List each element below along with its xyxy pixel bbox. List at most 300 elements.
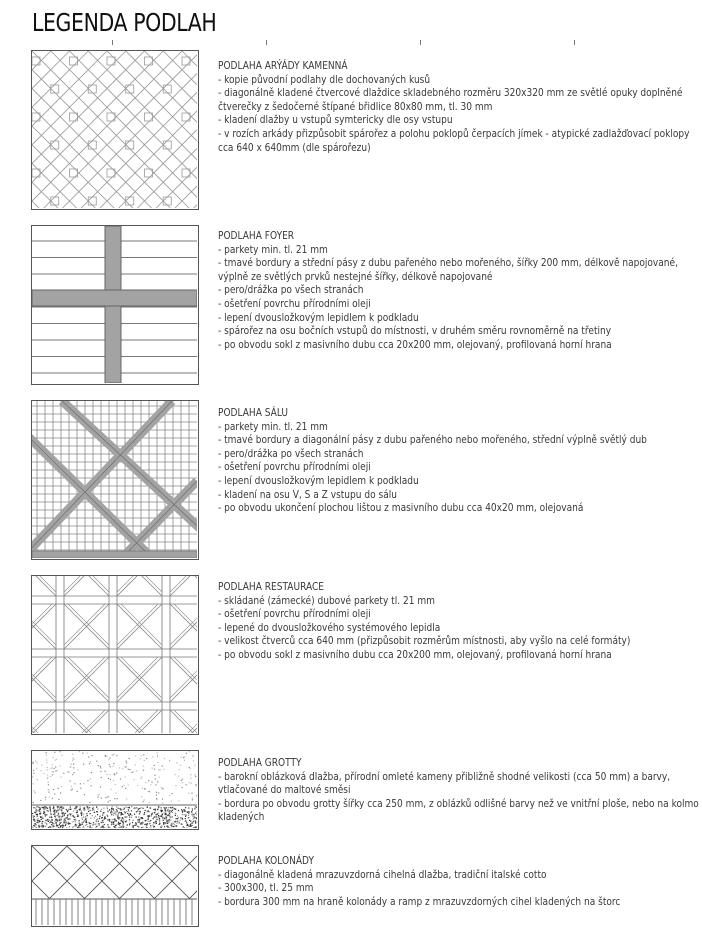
pebble — [175, 809, 176, 810]
pebble — [192, 825, 193, 826]
pebble — [93, 807, 94, 808]
pebble — [148, 802, 149, 803]
pebble — [122, 814, 123, 815]
pebble — [79, 751, 80, 752]
pebble — [117, 823, 118, 824]
pebble — [161, 815, 162, 816]
pebble — [168, 820, 169, 821]
pebble — [79, 809, 80, 810]
pebble — [111, 821, 112, 822]
pattern-line — [64, 710, 109, 733]
pebble — [86, 822, 87, 823]
pebble — [167, 822, 168, 823]
pebble — [135, 764, 136, 765]
pebble — [147, 816, 148, 817]
pebble — [91, 827, 92, 828]
pebble — [41, 764, 42, 765]
pebble — [79, 823, 80, 824]
pebble — [167, 820, 168, 821]
pebble — [57, 815, 58, 816]
legend-item: - pero/drážka po všech stranách — [218, 447, 364, 460]
pebble — [129, 807, 130, 808]
pebble — [138, 816, 139, 817]
pebble — [91, 755, 92, 756]
pebble — [47, 810, 48, 811]
pebble — [134, 825, 135, 826]
pattern-line — [32, 576, 56, 596]
pebble — [39, 806, 40, 807]
pebble — [115, 793, 116, 794]
pebble — [195, 820, 196, 821]
pebble — [33, 783, 34, 784]
pebble — [45, 797, 46, 798]
pebble — [42, 818, 43, 819]
pebble — [189, 782, 190, 783]
pattern-line — [170, 604, 197, 645]
pattern-line — [145, 51, 198, 208]
pebble — [79, 827, 80, 828]
pebble — [47, 774, 48, 775]
pebble — [194, 827, 195, 828]
pebble — [158, 792, 159, 793]
pebble — [162, 817, 163, 818]
pebble — [115, 825, 116, 826]
pattern-line — [174, 576, 197, 592]
pebble — [62, 827, 63, 828]
pebble — [55, 816, 56, 817]
pebble — [187, 825, 188, 826]
pebble — [171, 801, 172, 802]
pebble — [56, 826, 57, 827]
pebble — [183, 809, 184, 810]
pebble — [48, 827, 49, 828]
pebble — [69, 818, 70, 819]
pebble — [108, 801, 109, 802]
pebble — [159, 821, 160, 822]
pebble — [194, 814, 195, 815]
pebble — [114, 773, 115, 774]
pebble — [141, 827, 142, 828]
pebble — [113, 823, 114, 824]
pebble — [155, 822, 156, 823]
pebble — [192, 799, 193, 800]
pebble — [101, 777, 102, 778]
pebble — [89, 802, 90, 803]
pebble — [155, 784, 156, 785]
pebble — [121, 818, 122, 819]
pebble — [157, 813, 158, 814]
ruler-tick — [112, 40, 113, 45]
legend-text — [218, 407, 647, 516]
pebble — [143, 801, 144, 802]
pebble — [116, 806, 117, 807]
pebble — [90, 813, 91, 814]
legend-text — [218, 581, 631, 663]
pebble — [80, 806, 81, 807]
pebble — [63, 807, 64, 808]
pebble — [169, 795, 170, 796]
pebble — [58, 813, 59, 814]
pebble — [192, 808, 193, 809]
tile-square — [163, 85, 171, 93]
pebble — [100, 771, 101, 772]
pebble — [186, 753, 187, 754]
pebble — [110, 789, 111, 790]
pebble — [182, 782, 183, 783]
pebble — [63, 826, 64, 827]
pebble — [59, 820, 60, 821]
pebble — [119, 825, 120, 826]
pebble — [88, 756, 89, 757]
legend-item: - 300x300, tl. 25 mm — [218, 882, 314, 895]
pebble — [45, 822, 46, 823]
pebble — [39, 820, 40, 821]
pebble — [42, 807, 43, 808]
pebble — [106, 806, 107, 807]
pattern-line — [32, 51, 163, 208]
pebble — [141, 818, 142, 819]
tile-square — [163, 197, 171, 205]
pebble — [47, 767, 48, 768]
pebble — [135, 808, 136, 809]
pebble — [33, 763, 34, 764]
pebble — [116, 773, 117, 774]
pebble — [113, 780, 114, 781]
pebble — [126, 799, 127, 800]
pebble — [103, 819, 104, 820]
pebble — [114, 813, 115, 814]
legend-heading: PODLAHA RESTAURACE — [218, 581, 325, 593]
pebble — [52, 764, 53, 765]
pebble — [186, 822, 187, 823]
pebble — [103, 827, 104, 828]
pattern-line — [121, 710, 162, 733]
pebble — [54, 812, 55, 813]
pebble — [164, 758, 165, 759]
pebble — [155, 778, 156, 779]
pebble — [184, 811, 185, 812]
octagon-tile-icon — [31, 50, 199, 210]
pebble — [196, 818, 197, 819]
pebble — [176, 826, 177, 827]
pebble — [129, 758, 130, 759]
pebble — [83, 826, 84, 827]
pebble — [60, 826, 61, 827]
pattern-line — [32, 710, 52, 733]
pebble — [117, 814, 118, 815]
pebble — [46, 823, 47, 824]
pebble — [87, 826, 88, 827]
pebble — [111, 809, 112, 810]
pebble — [120, 778, 121, 779]
pebble — [195, 774, 196, 775]
pebble — [147, 819, 148, 820]
pebble — [32, 827, 33, 828]
pebble — [188, 813, 189, 814]
pebble — [153, 818, 154, 819]
pebble — [185, 820, 186, 821]
pebble — [42, 821, 43, 822]
pebble — [96, 826, 97, 827]
pebble — [53, 789, 54, 790]
pebble — [57, 788, 58, 789]
pebble — [54, 814, 55, 815]
pebble — [138, 819, 139, 820]
pebble — [82, 827, 83, 828]
pebble — [162, 818, 163, 819]
pebble — [119, 767, 120, 768]
pebble — [95, 816, 96, 817]
legend-item: - diagonálně kladená mrazuvzdorná cihelná dlažba, tradiční italské cotto — [218, 868, 547, 881]
pebble — [152, 768, 153, 769]
pebble — [173, 826, 174, 827]
pebble — [44, 814, 45, 815]
pebble — [183, 810, 184, 811]
pebble — [190, 768, 191, 769]
pebble — [71, 786, 72, 787]
pebble — [113, 812, 114, 813]
pebble — [55, 817, 56, 818]
pebble — [79, 820, 80, 821]
pebble — [44, 806, 45, 807]
pebble — [84, 808, 85, 809]
pattern-line — [174, 710, 197, 733]
pebble — [57, 820, 58, 821]
pebble — [155, 814, 156, 815]
pebble — [172, 823, 173, 824]
pebble — [161, 816, 162, 817]
pebble — [122, 818, 123, 819]
pebble — [109, 819, 110, 820]
pebble — [89, 810, 90, 811]
pebble — [87, 815, 88, 816]
pattern-line — [32, 846, 102, 925]
pebble — [164, 769, 165, 770]
pebble — [113, 809, 114, 810]
pebble — [44, 812, 45, 813]
pebble — [111, 808, 112, 809]
pebble — [33, 818, 34, 819]
pebble — [39, 811, 40, 812]
pattern-line — [117, 576, 162, 596]
pebble — [186, 821, 187, 822]
pebble — [72, 760, 73, 761]
pebble — [74, 808, 75, 809]
pebble — [58, 806, 59, 807]
pebble — [92, 824, 93, 825]
pebble — [162, 788, 163, 789]
pebble — [77, 827, 78, 828]
pebble — [195, 776, 196, 777]
pebble — [51, 768, 52, 769]
pebble — [118, 808, 119, 809]
pebble — [194, 765, 195, 766]
pebble — [136, 807, 137, 808]
pebble — [184, 827, 185, 828]
pebble — [37, 820, 38, 821]
pebble — [97, 808, 98, 809]
pebble — [188, 811, 189, 812]
pebble — [75, 821, 76, 822]
ruler-tick — [574, 40, 575, 45]
pebble — [175, 818, 176, 819]
pebble — [147, 811, 148, 812]
pebble — [188, 807, 189, 808]
pebble — [36, 814, 37, 815]
pebble — [133, 827, 134, 828]
pebble — [111, 823, 112, 824]
pebble — [126, 766, 127, 767]
pebble — [129, 769, 130, 770]
pebble — [162, 810, 163, 811]
pebble — [153, 826, 154, 827]
pebble — [165, 817, 166, 818]
pebble — [168, 821, 169, 822]
pebble — [175, 813, 176, 814]
pattern-line — [170, 604, 197, 649]
legend-item: - lepení dvousložkovým lepidlem k podkladu — [218, 474, 419, 487]
pebble — [185, 807, 186, 808]
diagonal-parquet-icon — [31, 400, 199, 560]
pebble — [96, 819, 97, 820]
pebble — [58, 799, 59, 800]
pebble — [45, 799, 46, 800]
pebble — [151, 782, 152, 783]
pebble — [52, 825, 53, 826]
pebble — [191, 783, 192, 784]
pebble — [152, 756, 153, 757]
pebble — [60, 806, 61, 807]
pebble — [182, 812, 183, 813]
pebble — [89, 763, 90, 764]
pebble — [75, 825, 76, 826]
pebble — [127, 825, 128, 826]
pebble — [124, 811, 125, 812]
pattern-line — [170, 576, 197, 596]
pebble — [46, 810, 47, 811]
pebble — [50, 814, 51, 815]
pebble — [160, 826, 161, 827]
pebble — [160, 816, 161, 817]
border-strip — [32, 551, 197, 558]
pebble — [54, 821, 55, 822]
pebble — [117, 798, 118, 799]
pebble — [45, 820, 46, 821]
pebble — [116, 755, 117, 756]
pebble — [80, 783, 81, 784]
pebble — [145, 810, 146, 811]
pebble — [118, 822, 119, 823]
pebble — [101, 817, 102, 818]
pebble — [193, 817, 194, 818]
pebble — [66, 822, 67, 823]
pebble — [33, 790, 34, 791]
pebble — [72, 821, 73, 822]
pebble — [159, 819, 160, 820]
pebble — [72, 757, 73, 758]
pattern-line — [172, 846, 197, 925]
pattern-line — [32, 576, 56, 596]
pebble — [182, 779, 183, 780]
pebble — [83, 764, 84, 765]
pattern-line — [32, 51, 51, 208]
pebble — [87, 752, 88, 753]
pebble — [130, 813, 131, 814]
pebble — [101, 809, 102, 810]
pebble — [189, 767, 190, 768]
pebble — [126, 820, 127, 821]
pebble — [51, 819, 52, 820]
pebble — [150, 807, 151, 808]
pebble — [74, 819, 75, 820]
pebble — [75, 808, 76, 809]
tile-square — [51, 197, 59, 205]
pebble — [35, 760, 36, 761]
pebble — [102, 822, 103, 823]
pebble — [184, 760, 185, 761]
pebble — [167, 809, 168, 810]
pebble — [171, 824, 172, 825]
tile-square — [51, 141, 59, 149]
pebble — [50, 776, 51, 777]
pebble — [80, 824, 81, 825]
legend-heading: PODLAHA GROTTY — [218, 757, 302, 769]
pebble — [144, 760, 145, 761]
pattern-line — [117, 576, 162, 596]
pebble — [192, 797, 193, 798]
legend-text — [218, 757, 699, 825]
pebble — [185, 784, 186, 785]
pebble — [160, 823, 161, 824]
pebble — [70, 789, 71, 790]
pebble — [128, 807, 129, 808]
pebble — [157, 762, 158, 763]
pattern-line — [68, 710, 109, 733]
pebble — [35, 792, 36, 793]
pebble — [195, 785, 196, 786]
diagonal-cotto-icon — [31, 845, 199, 927]
pebble — [118, 819, 119, 820]
pebble — [67, 819, 68, 820]
pebble — [72, 827, 73, 828]
pebble — [50, 813, 51, 814]
pebble — [49, 822, 50, 823]
pebble — [56, 811, 57, 812]
pattern-line — [32, 604, 56, 649]
pebble — [53, 814, 54, 815]
pebble — [157, 809, 158, 810]
pebble — [106, 756, 107, 757]
pattern-line — [32, 657, 56, 698]
pebble — [94, 817, 95, 818]
pattern-line — [32, 657, 56, 702]
pebble — [167, 827, 168, 828]
pebble — [160, 810, 161, 811]
pebble — [48, 784, 49, 785]
pebble — [55, 820, 56, 821]
pebble — [138, 809, 139, 810]
pebble — [71, 764, 72, 765]
pebble — [165, 810, 166, 811]
pebble — [146, 827, 147, 828]
pebble — [53, 826, 54, 827]
pebble — [78, 825, 79, 826]
pebble — [90, 825, 91, 826]
pebble — [192, 809, 193, 810]
pebble — [58, 827, 59, 828]
pebble — [131, 817, 132, 818]
pebble — [46, 762, 47, 763]
